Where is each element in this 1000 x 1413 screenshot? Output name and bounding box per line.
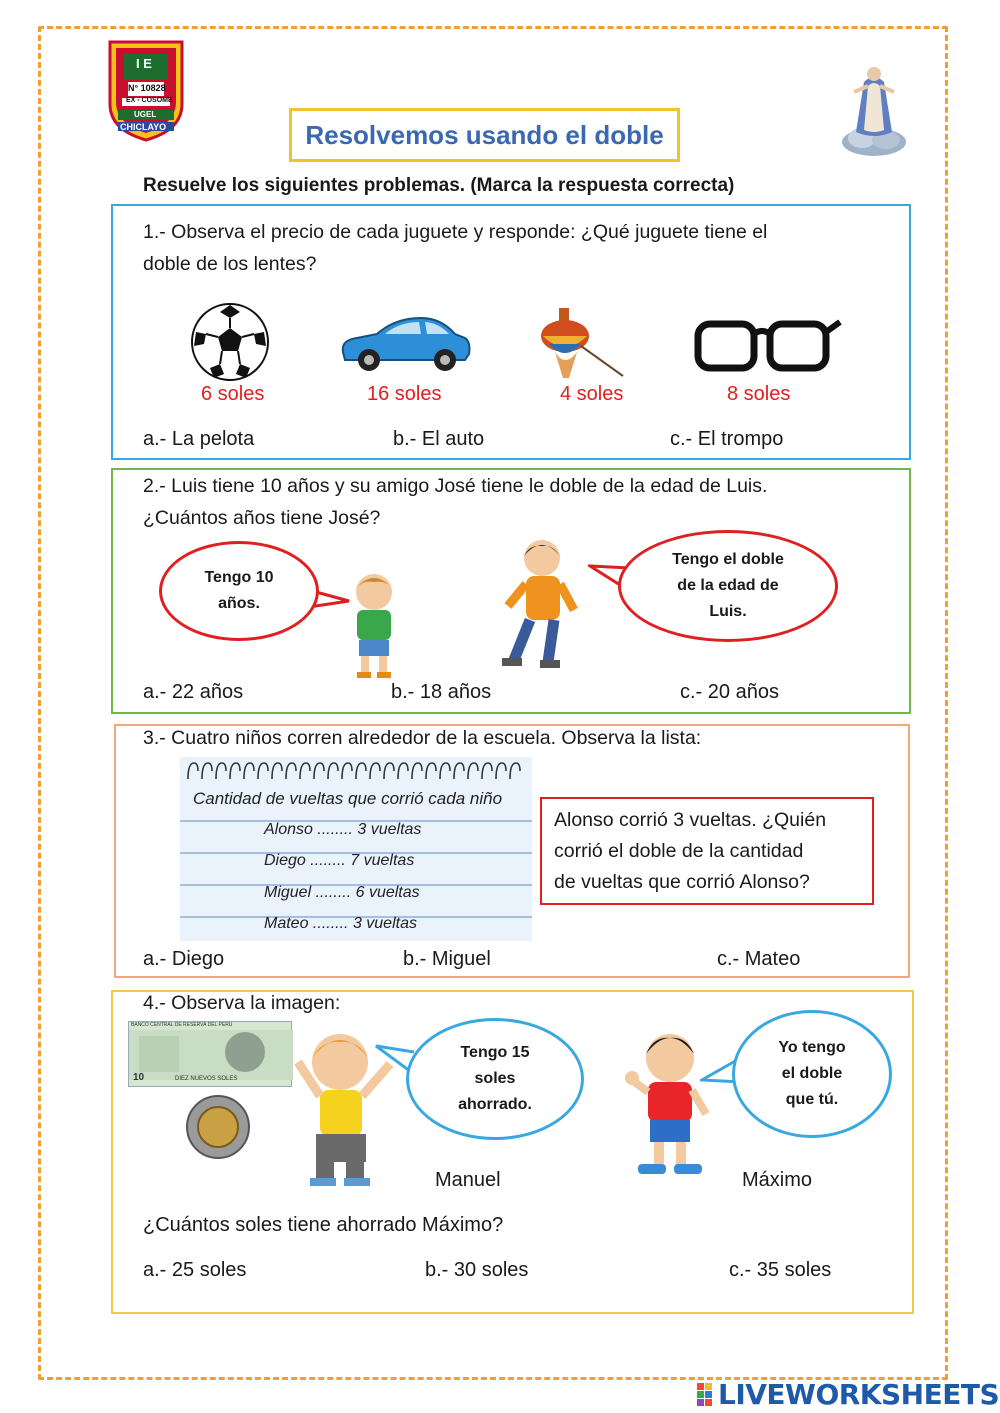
page-title: Resolvemos usando el doble <box>289 108 680 162</box>
q4-question: ¿Cuántos soles tiene ahorrado Máximo? <box>143 1214 504 1236</box>
q2-option-b[interactable]: b.- 18 años <box>391 681 492 703</box>
q2-option-a[interactable]: a.- 22 años <box>143 681 244 703</box>
row-value: 7 vueltas <box>350 852 415 869</box>
jose-boy-image <box>498 536 578 679</box>
q3-option-b[interactable]: b.- Miguel <box>403 948 491 970</box>
luis-boy-image <box>345 570 403 687</box>
glasses-icon <box>694 312 842 379</box>
list-item: Alonso ........ 3 vueltas <box>264 821 422 838</box>
school-logo <box>106 38 186 142</box>
maximo-bubble-line2: el doble <box>781 1065 843 1082</box>
jose-bubble-line3: Luis. <box>709 603 747 620</box>
name-maximo: Máximo <box>742 1169 813 1191</box>
manuel-speech-bubble <box>374 1018 588 1140</box>
luis-speech-bubble <box>159 541 349 641</box>
q4-option-b[interactable]: b.- 30 soles <box>425 1259 529 1281</box>
manuel-bubble-line2: soles <box>474 1070 516 1087</box>
q1-option-b[interactable]: b.- El auto <box>393 428 485 450</box>
banknote-value: 10 <box>133 1072 145 1083</box>
price-top: 4 soles <box>560 383 624 405</box>
notebook-title: Cantidad de vueltas que corrió cada niño <box>193 789 503 808</box>
q1-text-line1: 1.- Observa el precio de cada juguete y responde: ¿Qué juguete tiene el <box>143 221 768 243</box>
logo-sub: EX - COSOME <box>126 97 173 104</box>
row-name: Miguel <box>264 884 312 901</box>
q3-question-line3: de vueltas que corrió Alonso? <box>554 871 810 893</box>
manuel-bubble-line3: ahorrado. <box>458 1096 532 1113</box>
q3-option-a[interactable]: a.- Diego <box>143 948 225 970</box>
q4-option-c[interactable]: c.- 35 soles <box>729 1259 832 1281</box>
q1-option-a[interactable]: a.- La pelota <box>143 428 255 450</box>
banknote-bank: BANCO CENTRAL DE RESERVA DEL PERU <box>131 1022 233 1028</box>
row-value: 3 vueltas <box>352 915 417 932</box>
jose-bubble-line2: de la edad de <box>677 577 779 594</box>
list-item: Diego ........ 7 vueltas <box>264 852 415 869</box>
logo-number: N° 10828 <box>128 83 166 93</box>
banknote-image <box>128 1021 292 1087</box>
q4-option-a[interactable]: a.- 25 soles <box>143 1259 247 1281</box>
q3-question-line1: Alonso corrió 3 vueltas. ¿Quién <box>554 809 827 831</box>
list-item: Miguel ........ 6 vueltas <box>264 884 420 901</box>
jose-bubble-line1: Tengo el doble <box>672 551 784 568</box>
coin-icon <box>186 1094 250 1165</box>
q1-text-line2: doble de los lentes? <box>143 253 317 275</box>
jose-speech-bubble <box>588 530 842 642</box>
spinning-top-icon <box>535 306 627 387</box>
q3-option-c[interactable]: c.- Mateo <box>717 948 801 970</box>
name-manuel: Manuel <box>435 1169 501 1191</box>
q2-text-line1: 2.- Luis tiene 10 años y su amigo José tiene le doble de la edad de Luis. <box>143 475 768 497</box>
maximo-bubble-line3: que tú. <box>785 1091 839 1108</box>
car-icon <box>337 306 473 381</box>
maximo-bubble-line1: Yo tengo <box>778 1039 846 1056</box>
row-value: 3 vueltas <box>357 821 422 838</box>
q3-question-line2: corrió el doble de la cantidad <box>554 840 804 862</box>
liveworksheets-brand: LIVEWORKSHEETS <box>718 1378 1000 1411</box>
instructions: Resuelve los siguientes problemas. (Marca la respuesta correcta) <box>143 175 735 196</box>
q3-text: 3.- Cuatro niños corren alrededor de la escuela. Observa la lista: <box>143 727 702 749</box>
logo-ugel: UGEL <box>134 110 157 119</box>
maximo-speech-bubble <box>700 1010 894 1138</box>
row-name: Mateo <box>264 915 309 932</box>
q4-text: 4.- Observa la imagen: <box>143 992 341 1014</box>
luis-bubble-line1: Tengo 10 <box>204 569 274 586</box>
logo-city: CHICLAYO <box>120 122 167 132</box>
soccer-ball-icon <box>190 302 270 387</box>
manuel-bubble-line1: Tengo 15 <box>460 1044 530 1061</box>
notebook-list <box>180 757 532 941</box>
q1-option-c[interactable]: c.- El trompo <box>670 428 784 450</box>
row-name: Diego <box>264 852 306 869</box>
logo-top-text: I E <box>136 56 152 71</box>
price-glasses: 8 soles <box>727 383 791 405</box>
banknote-words: DIEZ NUEVOS SOLES <box>175 1076 238 1082</box>
row-name: Alonso <box>264 821 313 838</box>
price-car: 16 soles <box>367 383 442 405</box>
price-ball: 6 soles <box>201 383 265 405</box>
q2-option-c[interactable]: c.- 20 años <box>680 681 779 703</box>
q2-text-line2: ¿Cuántos años tiene José? <box>143 507 381 529</box>
luis-bubble-line2: años. <box>218 595 260 612</box>
row-value: 6 vueltas <box>355 884 420 901</box>
virgin-image <box>834 52 914 158</box>
list-item: Mateo ........ 3 vueltas <box>264 915 417 932</box>
q3-question-box <box>540 797 874 905</box>
